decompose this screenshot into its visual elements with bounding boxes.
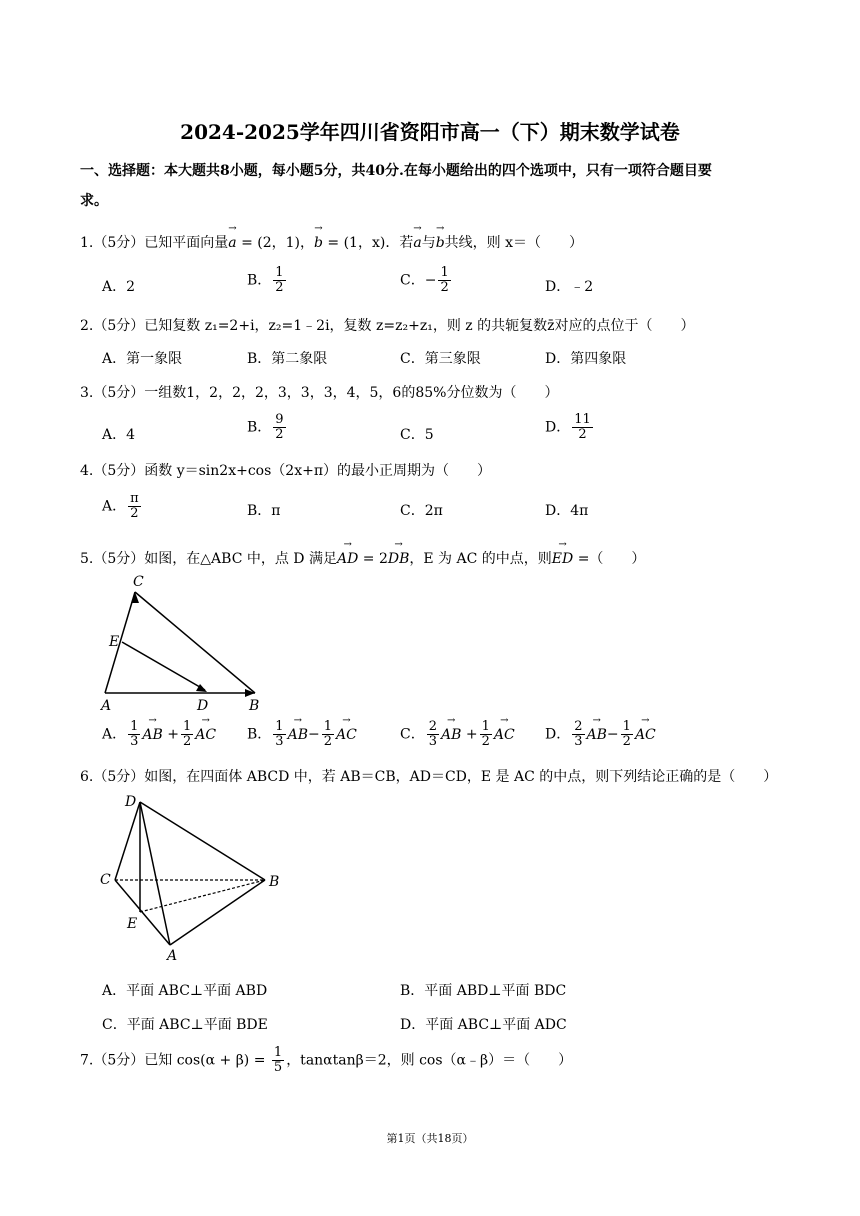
q5-d-n2: 1 <box>622 719 631 734</box>
fig6-label-a: A <box>167 948 178 964</box>
q1-vector-a2: → a <box>413 235 421 251</box>
q5-d-frac1 <box>572 720 584 749</box>
q5-c-frac1 <box>427 720 439 749</box>
q5-mid: ，E 为 AC 的中点，则 <box>409 551 552 567</box>
fig6-label-e: E <box>127 916 138 932</box>
q5-option-b <box>247 720 357 749</box>
q2-option-c: C．第三象限 <box>400 351 481 367</box>
q3-b-num: 9 <box>275 412 284 427</box>
q1-option-b-frac <box>273 266 285 295</box>
question-3: 3.（5分）一组数1，2，2，2，3，3，3，4，5，6的85%分位数为（ ） <box>80 385 559 401</box>
q6-option-c: C．平面 ABC⊥平面 BDE <box>102 1017 268 1033</box>
q4-a-den: 2 <box>130 506 139 521</box>
q3-option-d-frac <box>572 413 593 442</box>
q5-a-d2: 2 <box>183 734 192 749</box>
q5-vector-ad: → AD <box>337 551 358 567</box>
question-5 <box>80 548 645 568</box>
q7-den: 5 <box>273 1060 283 1075</box>
q7-prefix: 7.（5分）已知 cos(α + β) = <box>80 1052 270 1069</box>
q5-b-d1: 3 <box>275 734 284 749</box>
q1-option-b-label: B． <box>247 272 272 289</box>
q3-option-b-label: B． <box>247 419 272 436</box>
q4-a-num: π <box>130 491 139 506</box>
section-heading-line2: 求。 <box>80 193 108 209</box>
q5-b-d2: 2 <box>323 734 332 749</box>
q5-b-frac1 <box>273 720 285 749</box>
q5-a-v1: → AB <box>142 727 162 743</box>
q5-d-op: − <box>606 726 619 743</box>
q5-c-v1: → AB <box>441 727 461 743</box>
q3-d-num: 11 <box>574 412 591 427</box>
q5-d-v1: → AB <box>587 727 607 743</box>
q1-b-num: 1 <box>275 265 284 280</box>
fig5-label-a: A <box>101 698 112 714</box>
q1-b-value: = (1，x)．若 <box>322 235 414 251</box>
fig5-label-e: E <box>109 634 120 650</box>
q3-option-c: C．5 <box>400 427 434 443</box>
q5-b-op: − <box>307 726 320 743</box>
q5-prefix: 5.（5分）如图，在△ABC 中，点 D 满足 <box>80 551 337 567</box>
q4-option-a-label: A． <box>102 498 127 515</box>
q5-c-label: C． <box>400 726 425 743</box>
q1-c-num: 1 <box>440 265 449 280</box>
q1-prefix: 1.（5分）已知平面向量 <box>80 235 229 251</box>
q5-c-frac2 <box>480 720 492 749</box>
q5-c-n2: 1 <box>481 719 490 734</box>
q1-b-den: 2 <box>275 280 284 295</box>
q7-frac <box>272 1046 284 1075</box>
question-1 <box>80 232 583 252</box>
q5-d-v2: → AC <box>635 727 656 743</box>
q5-d-frac2 <box>621 720 633 749</box>
q3-b-den: 2 <box>275 427 284 442</box>
q5-eq: = 2 <box>358 551 388 567</box>
q5-option-c <box>400 720 515 749</box>
q5-b-label: B． <box>247 726 272 743</box>
fig5-label-d: D <box>197 698 209 714</box>
q1-vector-b2: → b <box>436 235 445 251</box>
q2-option-a: A．第一象限 <box>102 351 183 367</box>
q5-d-label: D． <box>545 726 571 743</box>
q4-option-a-frac <box>128 492 141 521</box>
q6-option-b: B．平面 ABD⊥平面 BDC <box>400 983 567 999</box>
q4-option-b: B．π <box>247 503 281 519</box>
q1-mid: 与 <box>421 235 436 251</box>
q5-a-label: A． <box>102 726 127 743</box>
q5-c-n1: 2 <box>428 719 437 734</box>
q1-option-a: A．2 <box>102 279 136 295</box>
fig5-label-b: B <box>249 698 260 714</box>
fig5-label-c: C <box>133 574 144 590</box>
q5-suffix: =（ ） <box>573 551 646 567</box>
q3-option-b-frac <box>273 413 285 442</box>
q2-option-b: B．第二象限 <box>247 351 328 367</box>
q5-a-n2: 1 <box>183 719 192 734</box>
q1-option-c-frac <box>438 266 450 295</box>
q7-num: 1 <box>273 1045 283 1060</box>
q3-option-d <box>545 413 595 442</box>
q1-vector-b: → b <box>314 235 323 251</box>
q3-option-d-label: D． <box>545 419 571 436</box>
q5-option-a <box>102 720 216 749</box>
question-6: 6.（5分）如图，在四面体 ABCD 中，若 AB＝CB，AD＝CD，E 是 AC 的中点，则下列结论正确的是（ ） <box>80 769 778 785</box>
q5-vector-db: → DB <box>388 551 410 567</box>
fig6-label-d: D <box>125 794 137 810</box>
q1-option-b <box>247 266 288 295</box>
q5-a-frac1 <box>128 720 140 749</box>
q5-a-d1: 3 <box>130 734 139 749</box>
question-2: 2.（5分）已知复数 z₁=2+i，z₂=1﹣2i，复数 z=z₂+z₁，则 z 的共轭复数z̄对应的点位于（ ） <box>80 318 695 334</box>
triangle-abc-figure <box>95 570 275 715</box>
q4-option-c: C．2π <box>400 503 443 519</box>
section-heading-line1: 一、选择题：本大题共8小题，每小题5分，共40分.在每小题给出的四个选项中，只有一项符合题目要 <box>80 163 712 179</box>
q5-b-frac2 <box>322 720 334 749</box>
q1-suffix: 共线，则 x＝（ ） <box>444 235 584 251</box>
q5-c-d1: 3 <box>428 734 437 749</box>
q1-option-c-label: C．− <box>400 272 437 289</box>
q5-a-v2: → AC <box>195 727 216 743</box>
q5-b-n1: 1 <box>275 719 284 734</box>
q1-c-den: 2 <box>440 280 449 295</box>
q1-option-c <box>400 266 453 295</box>
q5-vector-ed: → ED <box>552 551 573 567</box>
q3-option-a: A．4 <box>102 427 136 443</box>
q6-option-a: A．平面 ABC⊥平面 ABD <box>102 983 268 999</box>
q5-c-d2: 2 <box>481 734 490 749</box>
q1-option-d: D．﹣2 <box>545 279 594 295</box>
question-7 <box>80 1046 572 1075</box>
tetrahedron-abcd-figure <box>95 790 295 965</box>
q6-option-d: D．平面 ABC⊥平面 ADC <box>400 1017 567 1033</box>
q4-option-d: D．4π <box>545 503 589 519</box>
q3-d-den: 2 <box>578 427 587 442</box>
q5-d-d2: 2 <box>622 734 631 749</box>
q1-vector-a: → a <box>228 235 236 251</box>
q5-c-v2: → AC <box>494 727 515 743</box>
question-4: 4.（5分）函数 y＝sin2x+cos（2x+π）的最小正周期为（ ） <box>80 463 492 479</box>
q5-c-op: + <box>465 726 478 743</box>
q2-option-d: D．第四象限 <box>545 351 627 367</box>
q5-b-n2: 1 <box>323 719 332 734</box>
fig6-label-c: C <box>100 872 111 888</box>
page-footer: 第1页（共18页） <box>386 1132 474 1145</box>
q5-a-frac2 <box>181 720 193 749</box>
q5-d-d1: 3 <box>574 734 583 749</box>
fig6-label-b: B <box>269 874 280 890</box>
q5-a-n1: 1 <box>130 719 139 734</box>
q5-b-v2: → AC <box>336 727 357 743</box>
q5-d-n1: 2 <box>574 719 583 734</box>
page-title: 2024-2025学年四川省资阳市高一（下）期末数学试卷 <box>180 120 680 144</box>
q7-suffix: ，tanαtanβ＝2，则 cos（α﹣β）＝（ ） <box>286 1052 573 1069</box>
q1-a-value: = (2，1)， <box>236 235 314 251</box>
q4-option-a <box>102 492 143 521</box>
q3-option-b <box>247 413 288 442</box>
q5-a-op: + <box>167 726 179 743</box>
q5-b-v1: → AB <box>288 727 308 743</box>
q5-option-d <box>545 720 656 749</box>
